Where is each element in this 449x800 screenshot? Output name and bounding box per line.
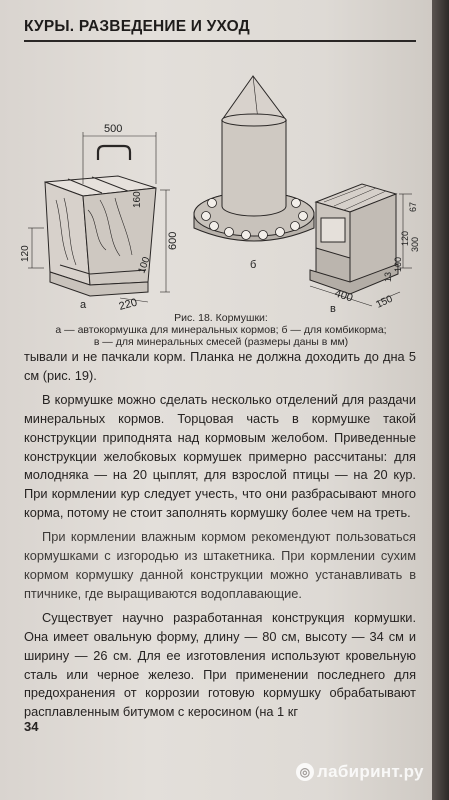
dim-a-slot: 160: [132, 191, 143, 208]
page-edge: [432, 0, 449, 800]
dim-c-h5: 13: [383, 271, 393, 282]
dim-a-height: 600: [167, 231, 179, 250]
caption-line-a-b: а — автокормушка для минеральных кормов; б — для комбикорма;: [55, 324, 387, 336]
dim-c-h2: 120: [400, 230, 410, 246]
dim-c-h1: 67: [408, 201, 418, 212]
figure-feeders: [20, 60, 420, 315]
dim-c-h4: 100: [393, 256, 403, 272]
paragraph-2: В кормушке можно сделать несколько отделений для раздачи минеральных кормов. Торцовая часть в кормушке такой конструкции приподнята над кормовым желобом. Приведенные конструкции желобковых кормушек примерно рассчитаны: для молодняка — на 20 цыплят, для взрослой птицы — на 20 кур. При кормлении кур следует учесть, что они разбрасывают много корма, потому не стоит заполнять кормушку более чем на треть.: [24, 391, 416, 521]
watermark: [296, 762, 424, 782]
dim-c-depth: 150: [374, 293, 395, 311]
paragraph-1: тывали и не пачкали корм. Планка не должна доходить до дна 5 см (рис. 19).: [24, 349, 416, 383]
dim-a-left: 120: [20, 245, 31, 262]
header-rule: [24, 40, 416, 42]
label-a: а: [80, 299, 87, 311]
dim-a-top: 500: [104, 123, 123, 135]
figure-caption: [22, 312, 420, 348]
feeder-b-drawing: [194, 76, 314, 241]
label-b: б: [250, 259, 257, 271]
dim-a-base: 220: [117, 296, 139, 313]
caption-line-c: в — для минеральных смесей (размеры даны в мм): [93, 336, 349, 348]
dim-c-h3: 300: [410, 236, 420, 252]
paragraph-4: Существует научно разработанная конструкция кормушки. Она имеет овальную форму, длину — 80 см, высоту — 34 см и ширину — 26 см. Для ее изготовления используют кровельную сталь или черное железо. При применении последнего для предохранения от коррозии готовую кормушку обрабатывают расплавленным битумом с керосином (на 1 кг: [24, 609, 416, 720]
watermark-text: лабиринт.ру: [317, 762, 424, 781]
running-header: КУРЫ. РАЗВЕДЕНИЕ И УХОД: [24, 18, 250, 35]
page-number: 34: [24, 719, 39, 734]
paragraph-3: При кормлении влажным кормом рекомендуют пользоваться кормушками с изгородью из штакетника. При кормлении сухим кормом кормушку данной конструкции можно устанавливать в птичнике, где выращиваются водоплавающие.: [24, 529, 416, 601]
caption-title: Рис. 18. Кормушки:: [174, 312, 268, 324]
dim-a-mid: 100: [136, 255, 153, 276]
body-text: [24, 348, 416, 727]
dim-c-base: 400: [333, 287, 355, 305]
feeder-a-drawing: [45, 146, 156, 296]
labyrinth-logo-icon: ◎: [296, 763, 314, 781]
label-c: в: [330, 303, 336, 315]
